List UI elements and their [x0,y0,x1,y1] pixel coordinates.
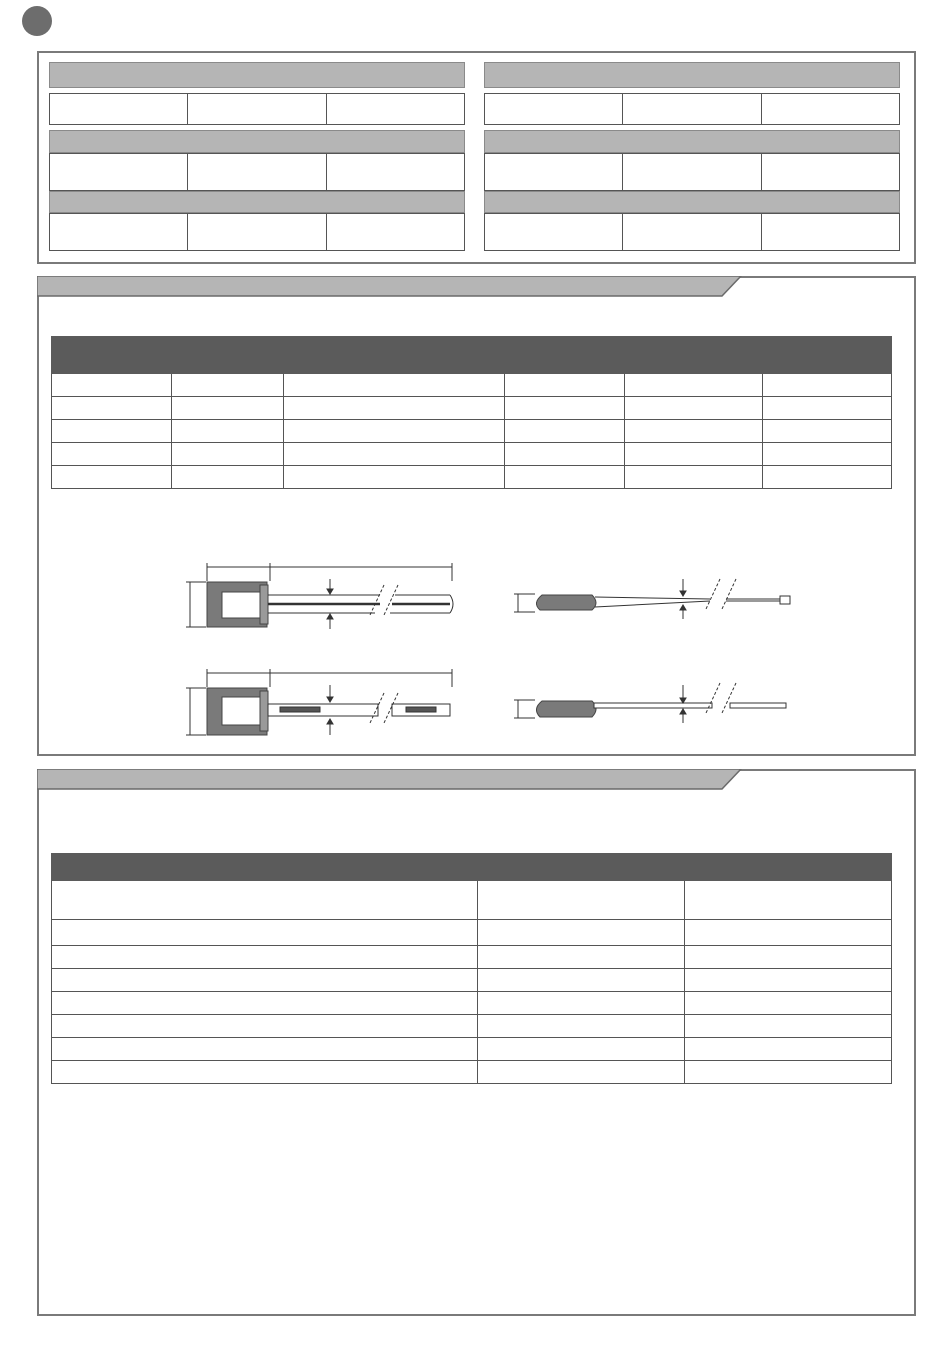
top-left-header-2 [49,130,465,153]
table-cell [52,969,478,992]
dimensions-table [51,336,892,489]
table-cell [505,466,625,489]
cell [762,154,899,190]
table-cell [52,374,172,397]
table-cell [763,374,892,397]
cell [188,94,326,124]
table-cell [52,397,172,420]
top-left-row-3 [49,213,465,251]
table-cell [52,420,172,443]
table-cell [52,946,478,969]
table-cell [52,920,478,946]
table-cell [505,397,625,420]
table-cell [478,1038,685,1061]
table-cell [625,397,763,420]
motor-with-rail-side-view [186,669,452,735]
table-row [52,397,892,420]
cell [188,214,326,250]
table-cell [505,420,625,443]
table-cell [685,969,892,992]
table-cell [478,1061,685,1084]
table-cell [625,443,763,466]
table-cell [172,466,284,489]
table-row [52,443,892,466]
table-cell [625,420,763,443]
cell [188,154,326,190]
table-cell [685,1038,892,1061]
top-right-row-3 [484,213,900,251]
table-cell [52,1015,478,1038]
table-cell [284,374,505,397]
table-cell [52,443,172,466]
table-cell [763,397,892,420]
cell [623,214,761,250]
table-cell [478,946,685,969]
table-cell [763,420,892,443]
cell [50,154,188,190]
cell [50,94,188,124]
table-row [52,1015,892,1038]
table-row [52,466,892,489]
table-cell [625,374,763,397]
top-left-header-1 [49,62,465,88]
table-row [52,1038,892,1061]
top-right-row-1 [484,93,900,125]
cell [762,214,899,250]
table-cell [505,374,625,397]
cell [327,154,464,190]
table-cell [625,466,763,489]
table-cell [763,443,892,466]
table-cell [685,946,892,969]
table-cell [685,1061,892,1084]
top-left-row-2 [49,153,465,191]
top-left-header-3 [49,191,465,213]
cell [485,214,623,250]
dimension-drawings [180,555,820,745]
table-row [52,881,892,920]
top-left-row-1 [49,93,465,125]
table-row [52,1061,892,1084]
page-number-badge [22,6,52,36]
table-cell [478,992,685,1015]
table-cell [172,420,284,443]
table-row [52,969,892,992]
table-cell [478,920,685,946]
table-cell [505,443,625,466]
table-cell [52,992,478,1015]
table-cell [172,374,284,397]
specs-table [51,853,892,1084]
table-cell [52,881,478,920]
table-cell [284,443,505,466]
cell [327,214,464,250]
table-cell [478,1015,685,1038]
cell [327,94,464,124]
cell [762,94,899,124]
cell [623,94,761,124]
motor-with-chain-side-view [514,683,786,723]
table-cell [685,881,892,920]
cell [485,154,623,190]
motor-with-rail-top-view [186,563,453,629]
cell [485,94,623,124]
table-cell [172,397,284,420]
table-cell [478,969,685,992]
table-cell [284,397,505,420]
table-cell [284,466,505,489]
dimensions-section-header [37,276,743,298]
motor-with-chain-top-view [514,579,790,619]
table-row [52,946,892,969]
specs-table-header [52,854,892,881]
table-row [52,920,892,946]
table-cell [52,1061,478,1084]
top-right-header-3 [484,191,900,213]
table-cell [685,920,892,946]
table-row [52,374,892,397]
table-cell [478,881,685,920]
cell [50,214,188,250]
table-cell [52,1038,478,1061]
table-row [52,992,892,1015]
table-cell [763,466,892,489]
specs-section-header [37,769,743,791]
top-right-row-2 [484,153,900,191]
table-row [52,420,892,443]
cell [623,154,761,190]
table-cell [284,420,505,443]
table-cell [52,466,172,489]
top-right-header-2 [484,130,900,153]
top-right-header-1 [484,62,900,88]
table-cell [172,443,284,466]
dimensions-table-header [52,337,892,374]
table-cell [685,992,892,1015]
table-cell [685,1015,892,1038]
